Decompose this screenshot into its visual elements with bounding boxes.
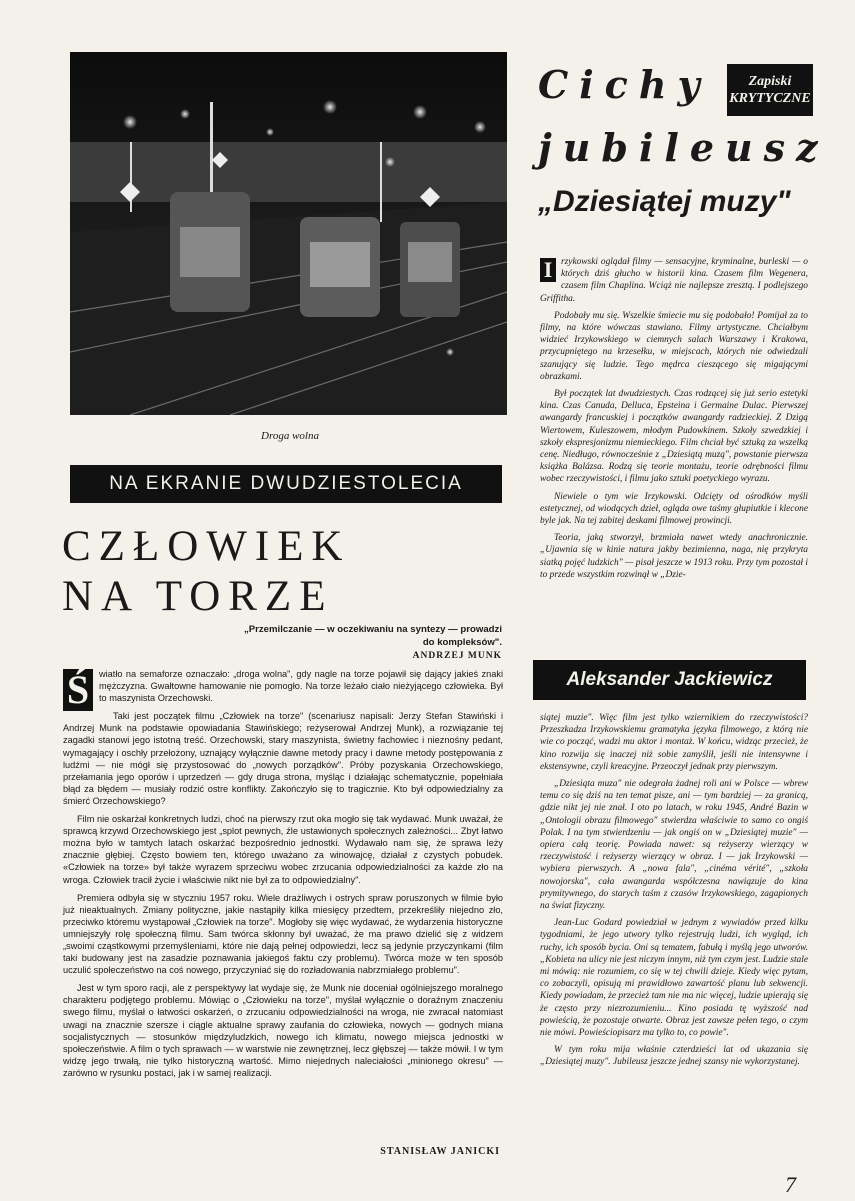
- right-article-body-bottom: [540, 712, 808, 1074]
- right-article-author-box: Aleksander Jackiewicz: [533, 660, 806, 700]
- article-paragraph: W tym roku mija właśnie czterdzieści lat od ukazania się „Dziesiątej muzy". Jubileusz jeszcze jednej szansy nie wykorzystanej.: [540, 1045, 808, 1068]
- article-paragraph: Jean-Luc Godard powiedział w jednym z wywiadów przed kilku tygodniami, że jego utwory tylko rejestrują ludzi, ich wygląd, ich ruchy, ich sposób bycia. Oni są tematem, fabułą i myślą jego utworów. „Kobieta na ulicy nie jest niczym innym, niż tym czym jest. Ludzie stale mi mówią: nie rozumiem, co się w tej chwili dzieje. Kiedy więc pytam, co zobaczyli, opisują mi prawidłowo zawartość planu lub sekwencji. Kiedy powiadam, że przecież tam nie ma nic więcej, ludzie upierają się że często przy niezrozumieniu... Kino posiada tę wyższość nad powieścią, że pozostaje otwarte. Obraz jest zawsze pełen tego, o czym nie mówi. Powieściopisarz ma tylko to, co powie".: [540, 918, 808, 1039]
- article-title-line1: CZŁOWIEK: [62, 523, 351, 570]
- left-article-author: STANISŁAW JANICKI: [380, 1146, 500, 1157]
- article-paragraph: „Dziesiąta muza" nie odegrała żadnej roli ani w Polsce — wbrew temu co się dziś na ten temat pisze, ani — tym bardziej — za granicą, gdzie nikt jej nie znał. I oto po latach, w roku 1945, André Bazin w „Ontologii obrazu filmowego" stwierdza właściwie to samo co ongiś Polak. I na tym stwierdzeniu — jak ongiś on w „Dziesiątej muzie" — opiera całą teorię. Powiada nawet: są reżyserzy wierzący w rzeczywistość i reżyserzy wierzący w obraz. I — jak Irzykowski — wybiera pierwszych. A „nowa fala", „cinéma vérité", „szkoła nowojorska", cała awangarda współczesna nawiązuje do kina prymitywnego, do starych taśm z czasów Irzykowskiego, zagapionych na świat fizyczny.: [540, 779, 808, 912]
- article-paragraph: Podobały mu się. Wszelkie śmiecie mu się podobało! Pomijał za to filmy, na które wówczas stawiano. Filmy artystyczne. Chciałbym widzieć Irzykowskiego w ciemnych salach Warszawy i Krakowa, przycupniętego na krzesełku, w miejscach, których nie odwiedzali szanujący się ludzie. Tego mędrca cieszącego się migającymi obrazkami.: [540, 310, 808, 382]
- drop-cap: I: [540, 258, 556, 282]
- right-header-line2: jubileusz: [538, 125, 829, 170]
- zapiski-krytyczne-badge: Zapiski KRYTYCZNE: [727, 64, 813, 116]
- article-paragraph: Niewiele o tym wie Irzykowski. Odcięty od ośrodków myśli estetycznej, od wiodących dzieł, ogląda owe taśmy głupiutkie i klecone byle jak. Na tej zabitej deskami filmowej prowincji.: [540, 491, 808, 527]
- right-header-line3: „Dziesiątej muzy": [538, 185, 791, 218]
- right-header-line1: Cichy: [538, 62, 711, 107]
- railway-photo: [70, 52, 507, 415]
- left-article-body: [63, 668, 503, 1085]
- page-number: 7: [785, 1172, 796, 1197]
- railway-night-illustration: [70, 52, 507, 415]
- article-motto: „Przemilczanie — w oczekiwaniu na syntezy — prowadzi do kompleksów".: [243, 624, 502, 648]
- article-paragraph: I rzykowski oglądał filmy — sensacyjne, kryminalne, burleski — o których dziś głucho w historii kina. Czasem film Wegenera, czasem film Chaplina. Wciąż nie najlepsze zresztą. I podlejszego Griffitha.: [540, 257, 808, 304]
- article-paragraph: siątej muzie". Więc film jest tylko wziernikiem do rzeczywistości? Przeszkadza Irzykowskiemu gramatyka języka filmowego, z którą nie wie co począć, wadzi mu aktor i montaż. W końcu, widząc przecież, że kino rozwija się inaczej niż sobie zamyślił, jeśli nie intensywne i ekstensywne, czyli kreacyjne. Przeoczył jednak przy pierwszym.: [540, 713, 808, 772]
- section-banner: NA EKRANIE DWUDZIESTOLECIA: [70, 465, 502, 503]
- article-paragraph: Ś wiatło na semaforze oznaczało: „droga wolna", gdy nagle na torze pojawił się dający jakieś znaki mężczyzna. Gwałtowne hamowanie nie pomogło. Na torze leżało ciało nieżyjącego człowieka. Był to maszynista Orzechowski.: [63, 668, 503, 704]
- article-paragraph: Premiera odbyła się w styczniu 1957 roku. Wiele drażliwych i ostrych spraw poruszonych w filmie było już nieaktualnych. Zmiany polityczne, jakie nastąpiły kilka miesięcy przedtem, przekreśliły niejedno zło, przeciwko któremu wystąpował „Człowiek na torze". Mogłoby się więc wydawać, że wydarzenia historyczne umniejszyły rolę społeczną filmu. Sam twórca skłonny był uważać, że ma prawo dzielić się z widzem „swoimi cząstkowymi przemyśleniami, które nie dają pełnej odpowiedzi, lecz są jedynie przyczynkami (film taki budowany jest na zasadzie poznawania jakiegoś faktu czy problemu). Twórca może w ten sposób uczulić społeczeństwo na coś nowego, przyczyniać się do rozładowania nabrzmiałego problemu".: [63, 892, 503, 976]
- article-paragraph: Teoria, jaką stworzył, brzmiała nawet wtedy anachronicznie. „Ujawnia się w kinie natura jakby bezimienna, naga, nię przykryta siatką pojęć ludzkich" — pisał jeszcze w 1913 roku. Przy tym pozostał i to przede wszystkim rozwinął w „Dzie-: [540, 533, 808, 580]
- photo-caption: Droga wolna: [261, 430, 319, 442]
- motto-author: ANDRZEJ MUNK: [412, 651, 502, 661]
- article-paragraph: Jest w tym sporo racji, ale z perspektywy lat wydaje się, że Munk nie doceniał ogólniejszego moralnego charakteru podjętego problemu. Mówiąc o „Człowieku na torze", myślał wyłącznie o doraźnym znaczeniu swego filmu, myślał o łatwości oskarżeń, o zrzucaniu odpowiedzialności na wroga, nie zwracał natomiast uwagi na znacznie szersze i ciągle aktualne sprawy zaufania do człowieka, nowych — godnych miana socjalistycznych — stosunków międzyludzkich, nowego ich klimatu, nowego miejsca jednostki w społeczeństwie. A film o tych sprawach — w warstwie nie zewnętrznej, lecz głębszej — także mówił. I w tym widzę jego trwałą, nie tylko historyczną wartość. Mimo niejednych naleciałości „minionego okresu" — zarówno w rysunku postaci, jak i w samej realizacji.: [63, 983, 503, 1078]
- article-paragraph: Był początek lat dwudziestych. Czas rodzącej się już serio estetyki kina. Czas Canuda, Delluca, Epsteina i Germaine Dulac. Pierwszej awangardy francuskiej i początków awangardy radzieckiej. Z Dzigą Wiertowem, Kuleszowem, młodym Pudowkinem. Szkoły szwedzkiej i szkoły ekspresjonizmu niemieckiego. Film chciał być sztuką za wszelką cenę. Niedługo, równocześnie z „Dziesiątą muzą", powstanie pierwsza książka Balázsa. Rodzą się teorie montażu, teorie odrębności filmu wobec rzeczywistości, i filmu jako sztuki poetyckiego wyrazu.: [540, 389, 808, 485]
- right-article-body-top: [540, 256, 808, 586]
- article-paragraph: Film nie oskarżał konkretnych ludzi, choć na pierwszy rzut oka mogło się tak wydawać. Munk uważał, że sprawcą krzywd Orzechowskiego jest „splot pewnych, źle ustawionych społecznych zależności... Zbyt łatwo można było w tamtych latach oskarżać bezpośrednio jednostki. Wydawało nam się, że sprawa leży znacznie głębiej. Często bowiem ten, którego uważano za winowajcę, działał z czystych pobudek. «Człowiek na torze» był także wyrazem sprzeciwu wobec zrzucania odpowiedzialności za każde zło na wroga. Człowiek tracił życie i właściwie nikt nie był za to odpowiedzialny".: [63, 814, 503, 885]
- drop-cap: Ś: [63, 669, 93, 711]
- article-title-line2: NA TORZE: [62, 573, 334, 620]
- article-paragraph: Taki jest początek filmu „Człowiek na torze" (scenariusz napisali: Jerzy Stefan Stawiński i Andrzej Munk na podstawie opowiadania Stawińskiego; reżyserował Andrzej Munk), a rozwiązanie tej zagadki stanowi jego istotną treść. Orzechowski, stary maszynista, świetny fachowiec i nieznośny pedant, wymagający i oschły przełożony, uznający wyłącznie dawne metody pracy i dawne metody postępowania z ludźmi — nie mógł się przystosować do „nowych porządków". Próby pozyskania Orzechowskiego, przełamania jego oporów i uprzedzeń — gdy druga strona, myśląc i działając schematycznie, popełniała błąd za błędem — musiały rodzić ostre konflikty. Zakończyło się to tragicznie. Kto był odpowiedzialny za śmierć Orzechowskiego?: [63, 711, 503, 806]
